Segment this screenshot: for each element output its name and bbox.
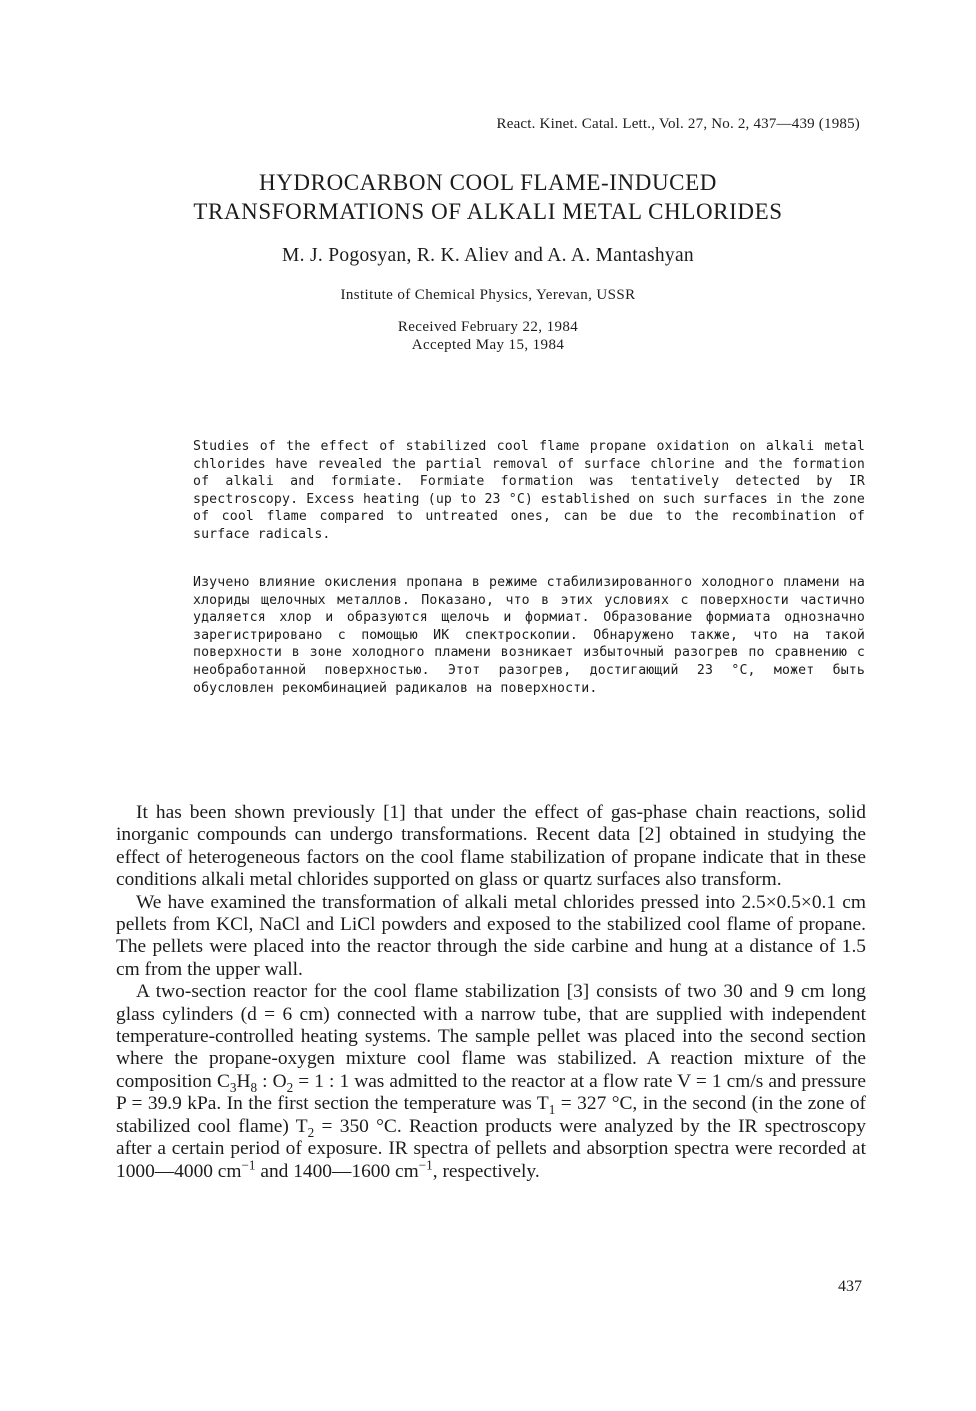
formula-o-subscript: 2 [286,1079,294,1095]
para3-text-f: , respectively. [432,1160,540,1182]
body-paragraph-1: It has been shown previously [1] that under the effect of gas-phase chain reactions, solid inorganic compounds can undergo transformations. Recent data [2] obtained in studying the effect of heterogeneous factors on the cool flame stabilization of propane indicate that in these conditions alkali metal chlorides supported on glass or quartz surfaces also transform. [116,802,866,891]
wavenumber-exponent-2: −1 [418,1157,433,1173]
title-line-2: TRANSFORMATIONS OF ALKALI METAL CHLORIDES [193,199,783,224]
formula-h: H [236,1070,251,1092]
authors: M. J. Pogosyan, R. K. Aliev and A. A. Mantashyan [282,245,694,266]
body-paragraph-2: We have examined the transformation of alkali metal chlorides pressed into 2.5×0.5×0.1 cm pellets from KCl, NaCl and LiCl powders and exposed to the stabilized cool flame of propane. The pellets were placed into the reactor through the side carbine and hung at a distance of 1.5 cm from the upper wall. [116,891,866,980]
wavenumber-exponent-1: −1 [241,1157,256,1173]
t2-subscript: 2 [307,1124,315,1140]
para3-text-a: A two-section reactor for the cool flame stabilization [3] consists of two 30 and 9 cm long glass cylinders (d = 6 cm) connected with a narrow tube, that are supplied with independent temperature-controlled heating systems. The sample pellet was placed into the second section where the propane-oxygen mixture cool flame was stabilized. A reaction mixture of the composition [116,981,866,1092]
abstract-russian: Изучено влияние окисления пропана в режиме стабилизированного холодного пламени на хлориды щелочных металлов. Показано, что в этих условиях с поверхности частично удаляется хлор и образуются щелочь и формиат. Образование формиата однозначно зарегистрировано с помощью ИК спектроскопии. Обнаружено также, что на такой поверхности в зоне холодного пламени возникает избыточный разогрев по сравнению с необработанной поверхностью. Этот разогрев, достигающий 23 °С, может быть обусловлен рекомбинацией радикалов на поверхности. [193,575,865,696]
t1-subscript: 1 [548,1102,556,1118]
para3-text-e: and 1400—1600 cm [255,1160,419,1182]
accepted-date: Accepted May 15, 1984 [411,337,565,353]
received-date: Received February 22, 1984 [397,319,579,335]
abstract-english: Studies of the effect of stabilized cool flame propane oxidation on alkali metal chlorides have revealed the partial removal of surface chlorine and the formation of alkali and formiate. Formiate formation was tentatively detected by IR spectroscopy. Excess heating (up to 23 °C) established on such surfaces in the zone of cool flame compared to untreated ones, can be due to the recombination of surface radicals. [193,439,865,542]
formula-ratio: : O [257,1070,287,1092]
para3-text-d: = 350 °C. Reaction products were analyzed by the IR spectroscopy after a certain period of exposure. IR spectra of pellets and absorption spectra were recorded at 1000—4000 cm [116,1115,867,1182]
body-text [116,802,866,1183]
dates [100,318,876,354]
para3-text-c: = 327 °C, in the second (in the zone of stabilized cool flame) T [116,1093,866,1137]
journal-reference: React. Kinet. Catal. Lett., Vol. 27, No. 2, 437—439 (1985) [496,116,860,132]
institute: Institute of Chemical Physics, Yerevan, USSR [340,287,636,303]
para3-text-b: = 1 : 1 was admitted to the reactor at a flow rate V = 1 cm/s and pressure P = 39.9 kPa. In the first section the temperature was T [116,1070,866,1115]
article-title [100,168,876,226]
formula-c-subscript: 3 [229,1079,237,1095]
title-line-1: HYDROCARBON COOL FLAME-INDUCED [259,170,717,195]
formula-h-subscript: 8 [250,1079,258,1095]
page-number: 437 [838,1278,862,1295]
body-paragraph-3 [116,981,866,1183]
formula-c: C [216,1070,230,1092]
